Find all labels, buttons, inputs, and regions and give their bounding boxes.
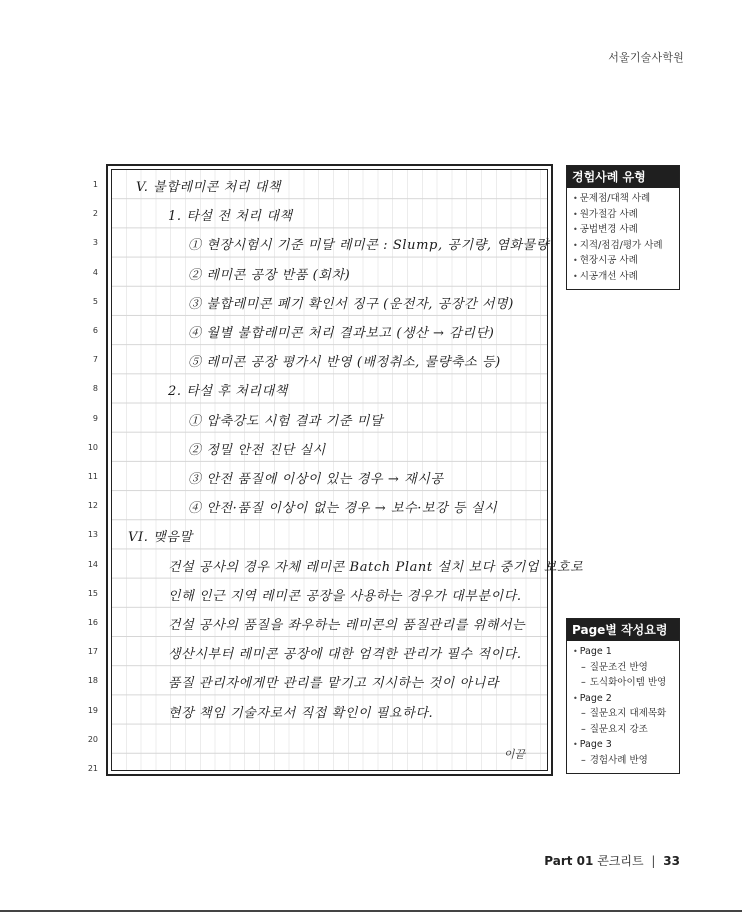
footer-part: Part 01 — [544, 854, 594, 868]
line-number: 18 — [87, 676, 98, 686]
case-type-item — [573, 269, 675, 285]
line-number: 7 — [92, 355, 98, 365]
handwritten-line: 1. 타설 전 처리 대책 — [168, 209, 293, 225]
experience-case-types-list — [567, 188, 679, 289]
case-type-label: 지적/점검/평가 사례 — [579, 239, 663, 251]
page-number: 33 — [663, 854, 680, 868]
line-number: 1 — [92, 180, 98, 189]
guide-subitem — [573, 753, 675, 769]
case-type-label: 현장시공 사례 — [579, 255, 638, 266]
guide-item-label: 경험사례 반영 — [589, 754, 648, 766]
handwritten-line: V. 불합레미콘 처리 대책 — [136, 180, 282, 195]
guide-page-item — [573, 644, 675, 660]
guide-item-label: 도식화아이템 반영 — [589, 677, 667, 688]
handwritten-line: ④ 안전·품질 이상이 없는 경우 → 보수·보강 등 실시 — [188, 501, 498, 517]
case-type-item — [573, 207, 675, 223]
dash-icon: – — [581, 754, 586, 766]
line-number: 2 — [92, 209, 98, 219]
bullet-icon: • — [573, 740, 578, 749]
case-type-label: 시공개선 사례 — [579, 270, 638, 282]
dash-icon: – — [581, 677, 586, 688]
case-type-label: 원가절감 사례 — [579, 208, 638, 220]
handwritten-line: 생산시부터 레미콘 공장에 대한 엄격한 관리가 필수 적이다. — [168, 647, 522, 663]
page-writing-guide-list — [567, 641, 679, 773]
guide-subitem — [573, 706, 675, 722]
answer-sheet — [106, 164, 584, 776]
guide-subitem — [573, 660, 675, 676]
page-writing-guide-title: Page별 작성요령 — [567, 619, 679, 641]
guide-page-item — [573, 691, 675, 707]
line-number: 8 — [92, 384, 98, 394]
organization-name: 서울기술사학원 — [608, 51, 684, 64]
page-footer — [544, 852, 680, 869]
line-number: 3 — [92, 238, 98, 248]
handwritten-line: ① 압축강도 시험 결과 기준 미달 — [188, 413, 384, 429]
case-type-item — [573, 238, 675, 254]
line-number: 20 — [87, 734, 98, 744]
line-number: 12 — [87, 501, 98, 511]
bullet-icon: • — [573, 256, 578, 265]
experience-case-types-box — [566, 165, 680, 290]
bottom-rule — [0, 910, 742, 912]
handwritten-line: ③ 불합레미콘 폐기 확인서 징구 (운전자, 공장간 서명) — [188, 296, 514, 312]
handwritten-line: 건설 공사의 품질을 좌우하는 레미콘의 품질관리를 위해서는 — [168, 618, 526, 633]
handwritten-line: ② 레미콘 공장 반품 (회차) — [188, 267, 351, 283]
bullet-icon: • — [573, 647, 578, 656]
bullet-icon: • — [573, 693, 578, 703]
handwritten-line: VI. 맺음말 — [128, 530, 193, 546]
case-type-item — [573, 191, 675, 207]
guide-item-label: Page 2 — [579, 692, 612, 704]
dash-icon: – — [581, 708, 586, 719]
handwritten-line: ④ 월별 불합레미콘 처리 결과보고 (생산 → 감리단) — [188, 326, 495, 341]
handwritten-line: ⑤ 레미콘 공장 평가시 반영 (배정취소, 물량축소 등) — [188, 355, 501, 371]
line-number: 21 — [87, 764, 98, 773]
line-number: 14 — [87, 559, 98, 569]
line-number: 6 — [92, 326, 98, 335]
line-number: 17 — [87, 647, 98, 657]
case-type-label: 공법변경 사례 — [579, 224, 638, 235]
guide-page-item — [573, 737, 675, 753]
guide-item-label: 질문조건 반영 — [589, 661, 648, 673]
footer-separator: | — [651, 854, 656, 868]
line-number: 19 — [87, 705, 98, 715]
line-number: 11 — [87, 472, 98, 481]
bullet-icon: • — [573, 209, 578, 219]
guide-item-label: 질문요지 강조 — [589, 723, 648, 735]
guide-item-label: 질문요지 대제목화 — [589, 708, 667, 719]
line-number: 5 — [92, 296, 98, 306]
handwritten-line: ② 정밀 안전 진단 실시 — [188, 442, 326, 458]
answer-sheet-lined-area — [111, 169, 584, 771]
line-number: 13 — [87, 530, 98, 540]
dash-icon: – — [581, 723, 586, 735]
bullet-icon: • — [573, 271, 578, 281]
handwritten-line: ① 현장시험시 기준 미달 레미콘 : Slump, 공기량, 염화물량 — [188, 238, 549, 254]
page-writing-guide-box — [566, 618, 680, 774]
line-number: 15 — [87, 588, 98, 598]
handwritten-line: 건설 공사의 경우 자체 레미콘 Batch Plant 설치 보다 중기업 보호로 — [168, 559, 584, 575]
line-number: 4 — [92, 267, 98, 277]
footer-subject: 콘크리트 — [597, 854, 644, 868]
guide-item-label: Page 1 — [579, 646, 612, 657]
line-number: 10 — [87, 442, 98, 452]
guide-item-label: Page 3 — [579, 739, 612, 750]
handwritten-line: 현장 책임 기술자로서 직접 확인이 필요하다. — [168, 705, 434, 721]
handwritten-line: 인해 인근 지역 레미콘 공장을 사용하는 경우가 대부분이다. — [168, 588, 522, 604]
handwritten-line: 품질 관리자에게만 관리를 맡기고 지시하는 것이 아니라 — [168, 676, 500, 692]
case-type-item — [573, 222, 675, 238]
guide-subitem — [573, 675, 675, 691]
line-number: 9 — [92, 413, 98, 423]
line-number: 16 — [87, 618, 98, 627]
dash-icon: – — [581, 661, 586, 673]
handwritten-signature: 이끝 — [503, 748, 525, 761]
guide-subitem — [573, 722, 675, 738]
handwritten-line: 2. 타설 후 처리대책 — [168, 384, 288, 400]
handwritten-line: ③ 안전 품질에 이상이 있는 경우 → 재시공 — [188, 472, 444, 487]
case-type-item — [573, 253, 675, 269]
experience-case-types-title: 경험사례 유형 — [567, 166, 679, 188]
bullet-icon: • — [573, 194, 578, 203]
bullet-icon: • — [573, 225, 578, 234]
case-type-label: 문제점/대책 사례 — [579, 193, 651, 204]
bullet-icon: • — [573, 240, 578, 250]
